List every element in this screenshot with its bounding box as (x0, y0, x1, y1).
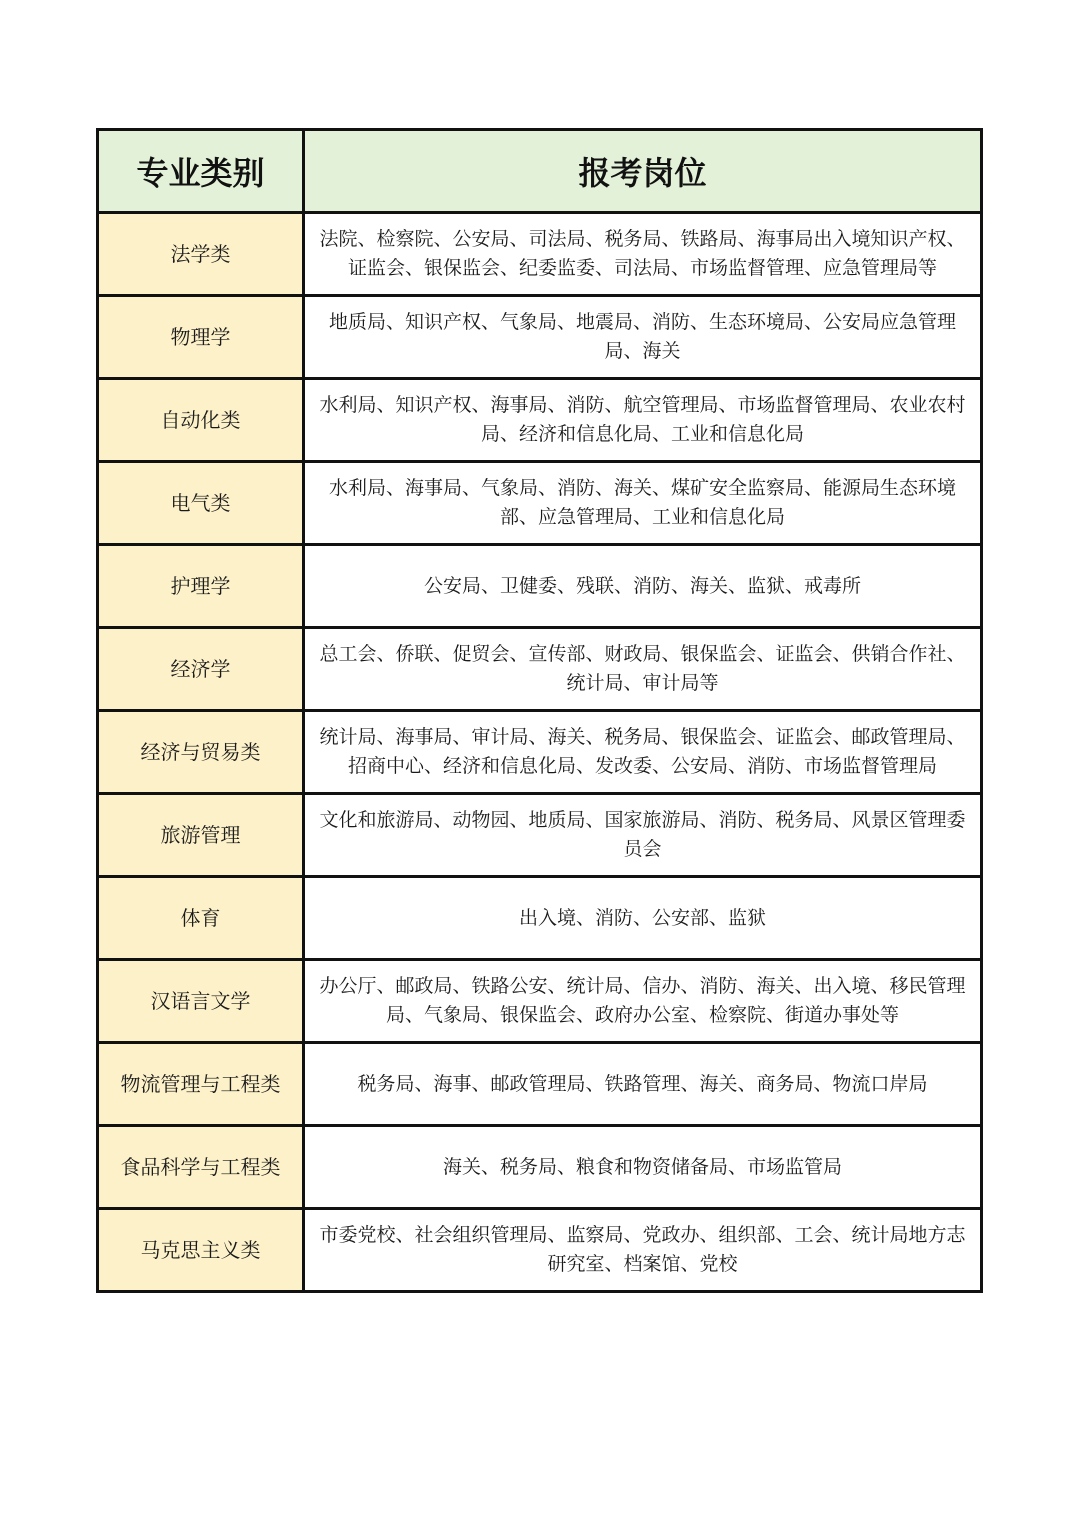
table-row (98, 213, 982, 296)
row-category: 体育 (98, 877, 304, 960)
row-positions: 法院、检察院、公安局、司法局、税务局、铁路局、海事局出入境知识产权、证监会、银保监会、纪委监委、司法局、市场监督管理、应急管理局等 (304, 213, 982, 296)
row-positions: 出入境、消防、公安部、监狱 (304, 877, 982, 960)
major-position-table (96, 128, 983, 1293)
table-row (98, 462, 982, 545)
table-row (98, 296, 982, 379)
table-row (98, 545, 982, 628)
table-row (98, 628, 982, 711)
row-category: 旅游管理 (98, 794, 304, 877)
row-category: 自动化类 (98, 379, 304, 462)
table-row (98, 1043, 982, 1126)
row-category: 马克思主义类 (98, 1209, 304, 1292)
major-position-table-container (96, 128, 980, 1293)
row-category: 经济学 (98, 628, 304, 711)
table-row (98, 960, 982, 1043)
row-positions: 地质局、知识产权、气象局、地震局、消防、生态环境局、公安局应急管理局、海关 (304, 296, 982, 379)
row-positions: 水利局、海事局、气象局、消防、海关、煤矿安全监察局、能源局生态环境部、应急管理局、工业和信息化局 (304, 462, 982, 545)
row-positions: 市委党校、社会组织管理局、监察局、党政办、组织部、工会、统计局地方志研究室、档案馆、党校 (304, 1209, 982, 1292)
row-positions: 文化和旅游局、动物园、地质局、国家旅游局、消防、税务局、风景区管理委员会 (304, 794, 982, 877)
row-category: 法学类 (98, 213, 304, 296)
row-category: 电气类 (98, 462, 304, 545)
row-category: 经济与贸易类 (98, 711, 304, 794)
row-category: 物流管理与工程类 (98, 1043, 304, 1126)
header-positions: 报考岗位 (304, 130, 982, 213)
table-row (98, 379, 982, 462)
row-category: 食品科学与工程类 (98, 1126, 304, 1209)
row-positions: 办公厅、邮政局、铁路公安、统计局、信办、消防、海关、出入境、移民管理局、气象局、银保监会、政府办公室、检察院、街道办事处等 (304, 960, 982, 1043)
row-positions: 水利局、知识产权、海事局、消防、航空管理局、市场监督管理局、农业农村局、经济和信息化局、工业和信息化局 (304, 379, 982, 462)
row-category: 护理学 (98, 545, 304, 628)
row-positions: 统计局、海事局、审计局、海关、税务局、银保监会、证监会、邮政管理局、招商中心、经济和信息化局、发改委、公安局、消防、市场监督管理局 (304, 711, 982, 794)
row-category: 物理学 (98, 296, 304, 379)
row-positions: 海关、税务局、粮食和物资储备局、市场监管局 (304, 1126, 982, 1209)
row-positions: 税务局、海事、邮政管理局、铁路管理、海关、商务局、物流口岸局 (304, 1043, 982, 1126)
table-row (98, 877, 982, 960)
table-header-row (98, 130, 982, 213)
header-major-category: 专业类别 (98, 130, 304, 213)
table-row (98, 711, 982, 794)
table-row (98, 794, 982, 877)
row-positions: 总工会、侨联、促贸会、宣传部、财政局、银保监会、证监会、供销合作社、统计局、审计局等 (304, 628, 982, 711)
row-positions: 公安局、卫健委、残联、消防、海关、监狱、戒毒所 (304, 545, 982, 628)
row-category: 汉语言文学 (98, 960, 304, 1043)
table-row (98, 1126, 982, 1209)
table-row (98, 1209, 982, 1292)
